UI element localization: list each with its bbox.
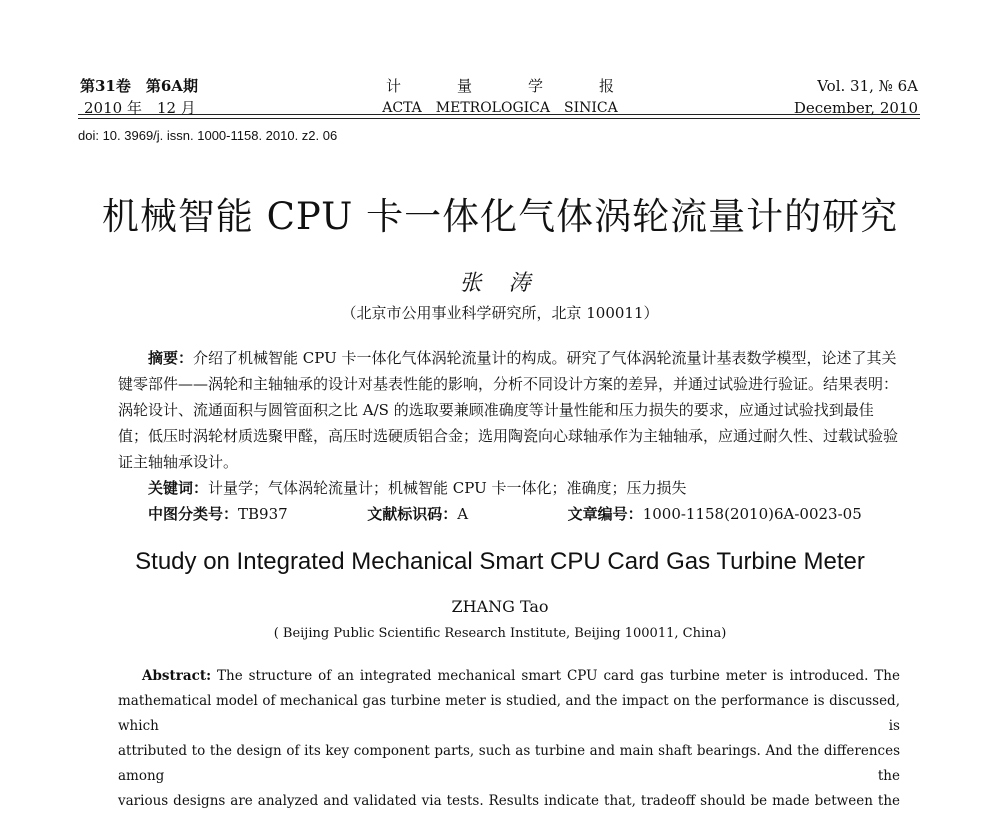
article-number-value: 1000-1158(2010)6A-0023-05 xyxy=(642,505,862,523)
abstract-en xyxy=(118,664,900,814)
author-cn: 张 涛 xyxy=(459,271,541,296)
header-rule-bottom xyxy=(78,118,920,119)
abstract-cn-text: 介绍了机械智能 CPU 卡一体化气体涡轮流量计的构成。研究了气体涡轮流量计基表数学模型，论述了其关键零部件——涡轮和主轴轴承的设计对基表性能的影响，分析不同设计方案的差异，并通过试验进行验证。结果表明：涡轮设计、流通面积与圆管面积之比 A/S 的选取要兼顾准确度等计量性能和压力损失的要求，应通过试验找到最佳值；低压时涡轮材质选聚甲醛，高压时选硬质铝合金；选用陶瓷向心球轴承作为主轴轴承，应通过耐久性、过载试验验证主轴轴承设计。 xyxy=(118,349,899,471)
journal-char: 报 xyxy=(599,77,615,95)
abstract-en-line: mathematical model of mechanical gas turbine meter is studied, and the impact on the performance is discussed, which is xyxy=(118,693,900,734)
affiliation-en: ( Beijing Public Scientific Research Institute, Beijing 100011, China) xyxy=(273,626,727,641)
date-en: December, 2010 xyxy=(793,99,918,117)
paper-title-en: Study on Integrated Mechanical Smart CPU Card Gas Turbine Meter xyxy=(135,548,865,575)
doc-code-label: 文献标识码： xyxy=(367,505,458,523)
doi: doi: 10. 3969/j. issn. 1000-1158. 2010. z2. 06 xyxy=(78,128,338,143)
date-cn: 2010 年 12 月 xyxy=(84,99,196,117)
journal-char: 量 xyxy=(456,77,472,95)
journal-title-en: ACTA METROLOGICA SINICA xyxy=(382,100,618,116)
clc-value: TB937 xyxy=(238,505,288,523)
header-rule-top xyxy=(78,114,920,115)
abstract-en-label: Abstract: xyxy=(142,668,212,684)
journal-char: 计 xyxy=(385,77,401,95)
keywords-cn-text: 计量学；气体涡轮流量计；机械智能 CPU 卡一体化；准确度；压力损失 xyxy=(208,479,687,497)
affiliation-cn: （北京市公用事业科学研究所，北京 100011） xyxy=(341,304,659,322)
article-number-label: 文章编号： xyxy=(567,505,643,523)
author-en: ZHANG Tao xyxy=(451,597,549,616)
doc-code-value: A xyxy=(457,505,469,523)
clc-label: 中图分类号： xyxy=(148,505,239,523)
paper-title-cn: 机械智能 CPU 卡一体化气体涡轮流量计的研究 xyxy=(101,195,899,238)
volume-issue-cn: 第31卷 第6A期 xyxy=(80,77,198,95)
keywords-cn-label: 关键词： xyxy=(148,479,209,497)
abstract-en-line: various designs are analyzed and validated via tests. Results indicate that, tradeoff should be made between the xyxy=(118,793,900,809)
abstract-cn xyxy=(118,345,898,527)
abstract-en-line: attributed to the design of its key component parts, such as turbine and main shaft bearings. And the differences among the xyxy=(118,743,900,784)
classification-line xyxy=(118,501,898,527)
journal-char: 学 xyxy=(528,77,544,95)
volume-issue-en: Vol. 31, № 6A xyxy=(817,77,918,95)
abstract-cn-label: 摘要： xyxy=(148,349,194,367)
abstract-en-line: Abstract: The structure of an integrated mechanical smart CPU card gas turbine meter is introduced. The xyxy=(142,668,900,684)
